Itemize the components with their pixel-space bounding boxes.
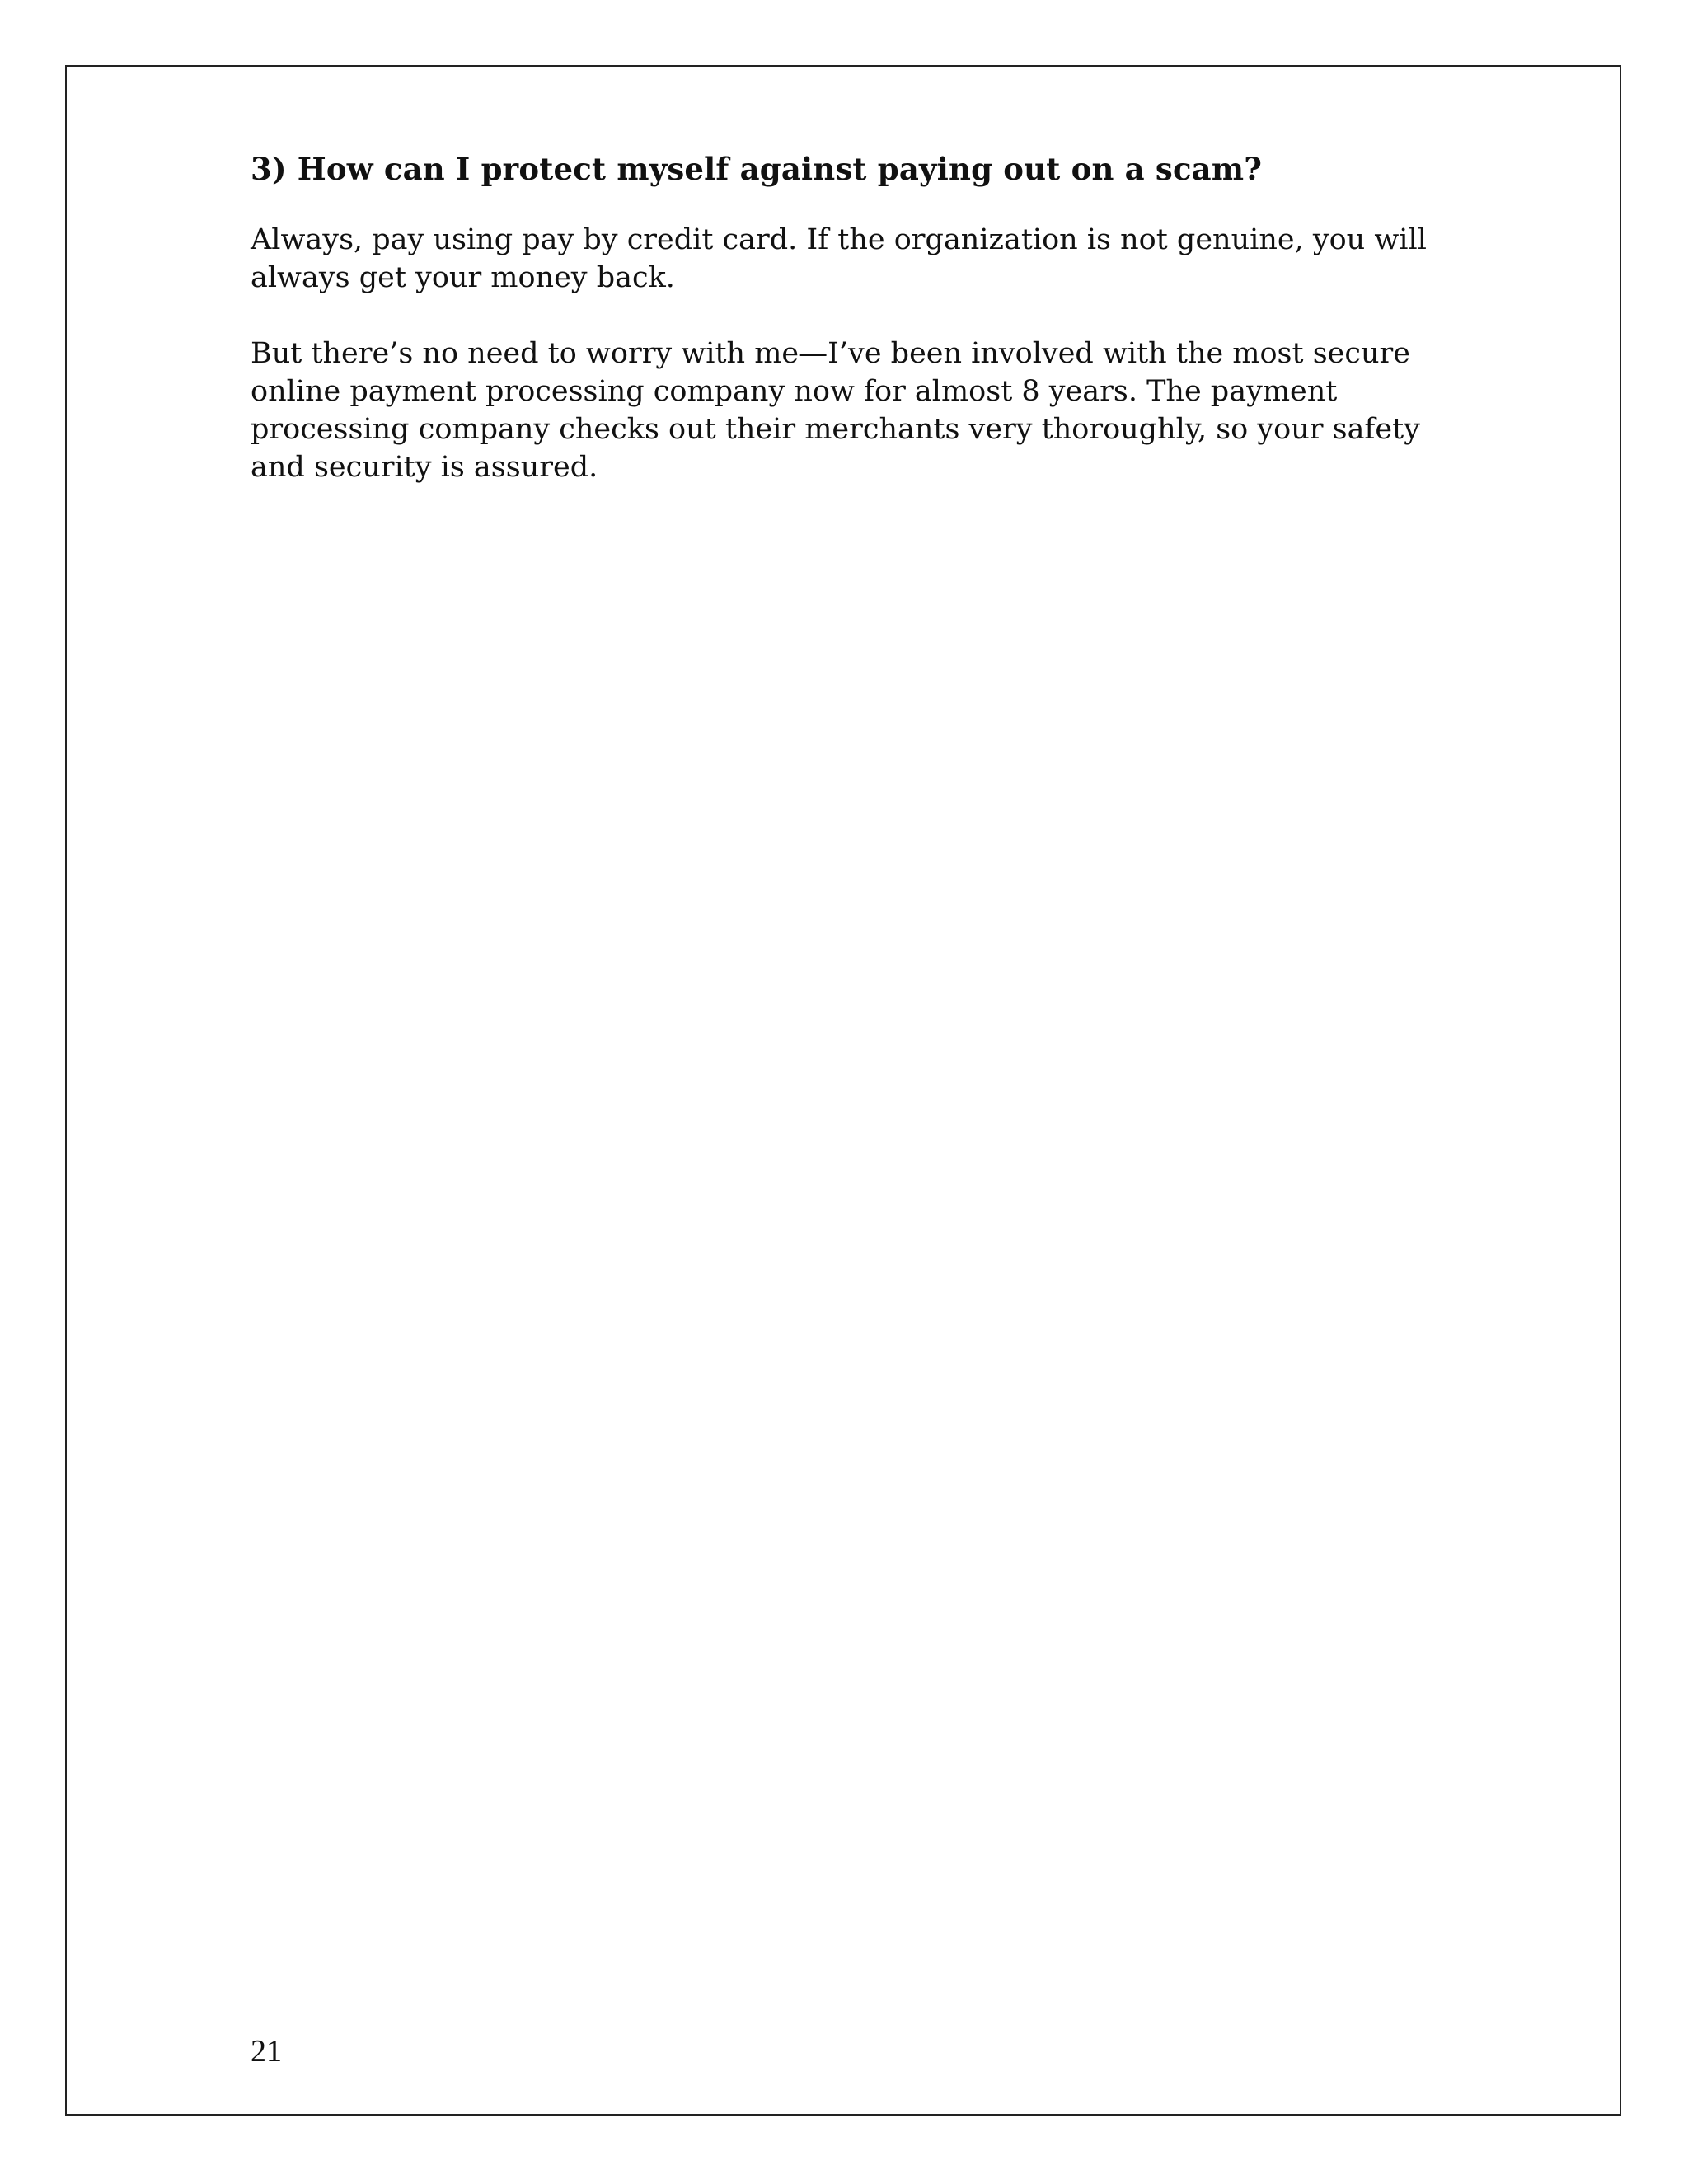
paragraph-line: processing company checks out their merchants very thoroughly, so your safety: [251, 413, 1420, 446]
paragraph-secure-processing: [251, 335, 1536, 486]
paragraph-credit-card: [251, 221, 1536, 297]
paragraph-line: Always, pay using pay by credit card. If the organization is not genuine, you will: [251, 223, 1427, 256]
paragraph-line: always get your money back.: [251, 261, 675, 294]
paragraph-line: and security is assured.: [251, 451, 598, 484]
page-frame: [65, 65, 1621, 2116]
page-number: 21: [251, 2034, 282, 2069]
section-heading: 3) How can I protect myself against paying out on a scam?: [251, 151, 1263, 187]
page-content: [251, 149, 1536, 524]
paragraph-line: But there’s no need to worry with me—I’ve been involved with the most secure: [251, 337, 1410, 370]
paragraph-line: online payment processing company now for almost 8 years. The payment: [251, 375, 1338, 408]
